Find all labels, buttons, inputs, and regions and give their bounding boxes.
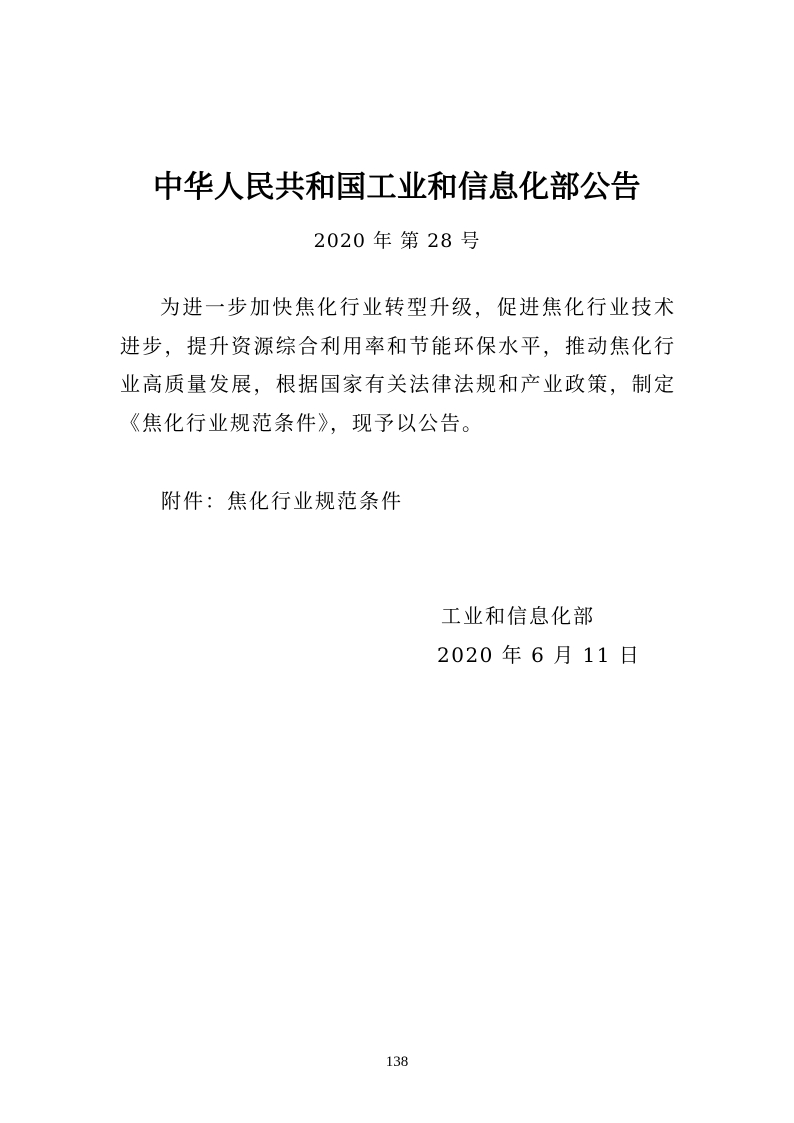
signature-organization: 工业和信息化部 (441, 604, 595, 628)
signature-date: 2020 年 6 月 11 日 (437, 643, 641, 667)
page-number: 138 (385, 1054, 409, 1070)
attachment-line: 附件：焦化行业规范条件 (161, 489, 403, 513)
notice-body-paragraph: 为进一步加快焦化行业转型升级，促进焦化行业技术进步，提升资源综合利用率和节能环保水平，推动焦化行业高质量发展，根据国家有关法律法规和产业政策，制定《焦化行业规范条件》，现予以公告。 (120, 295, 676, 435)
document-number: 2020 年 第 28 号 (313, 230, 481, 252)
notice-title: 中华人民共和国工业和信息化部公告 (153, 170, 641, 205)
